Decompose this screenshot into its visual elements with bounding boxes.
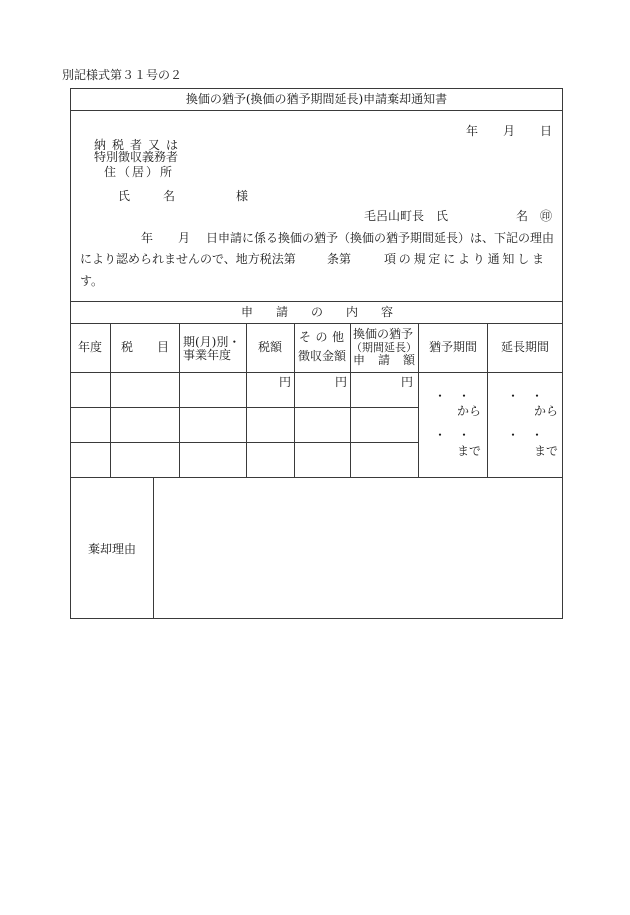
table-header-requested-line3: 申請額: [353, 353, 429, 367]
rule-table-bottom: [70, 477, 563, 478]
issuer-name-char: 名: [516, 209, 529, 223]
rule-section-heading-bottom: [70, 323, 563, 324]
rule-col-7: [487, 323, 488, 477]
recipient-address-label: 住（居）所: [104, 165, 175, 179]
rule-reason-divider: [153, 477, 154, 619]
recipient-category-line2: 特別徴収義務者: [94, 150, 179, 164]
table-header-other-line2: 徴収金額: [298, 349, 347, 363]
unit-requested-amount: 円: [401, 375, 414, 389]
notice-year-label: 年: [141, 231, 154, 245]
table-header-tax-amount: 税額: [258, 340, 283, 354]
table-header-extension-period: 延長期間: [501, 340, 550, 354]
recipient-honorific: 様: [236, 189, 249, 203]
issuer-title: 毛呂山町長 氏: [364, 209, 449, 223]
table-header-tax-item-2: 目: [157, 340, 170, 354]
table-header-tax-item-1: 税: [121, 340, 134, 354]
table-header-grace-period: 猶予期間: [429, 340, 478, 354]
rule-table-row-1-bottom: [70, 407, 418, 408]
rule-col-1: [110, 323, 111, 477]
rule-table-header-bottom: [70, 372, 563, 373]
grace-to-label: まで: [457, 444, 482, 458]
rule-col-3: [246, 323, 247, 477]
date-month-label: 月: [503, 124, 516, 138]
grace-to-date-dots: ・ ・: [434, 428, 471, 442]
unit-tax-amount: 円: [279, 375, 292, 389]
notice-month-label: 月: [178, 231, 191, 245]
extension-to-date-dots: ・ ・: [507, 428, 544, 442]
notice-line2-text-b: 条第: [327, 252, 352, 266]
notice-line2-text-c: 項の規定により通知しま: [384, 252, 547, 266]
form-title: 換価の猶予(換価の猶予期間延長)申請棄却通知書: [185, 92, 448, 106]
issuer-seal: ㊞: [540, 209, 553, 223]
rule-col-6: [418, 323, 419, 477]
rule-title-bottom: [70, 110, 563, 111]
table-header-period-line2: 事業年度: [183, 348, 232, 362]
recipient-name-label-1: 氏: [118, 189, 131, 203]
notice-line1-text: 日申請に係る換価の猶予（換価の猶予期間延長）は、下記の理由: [206, 231, 555, 245]
table-header-requested-line1: 換価の猶予: [353, 327, 414, 341]
extension-to-label: まで: [534, 444, 559, 458]
extension-from-label: から: [534, 404, 559, 418]
section-heading: 申請の内容: [241, 305, 417, 319]
extension-from-date-dots: ・ ・: [507, 389, 544, 403]
grace-from-date-dots: ・ ・: [434, 389, 471, 403]
date-year-label: 年: [466, 124, 479, 138]
grace-from-label: から: [457, 404, 482, 418]
rule-col-4: [294, 323, 295, 477]
notice-line2-text-a: により認められませんので、地方税法第: [80, 252, 296, 266]
unit-other-amount: 円: [335, 375, 348, 389]
notice-line3-text: す。: [80, 274, 104, 288]
rule-col-2: [179, 323, 180, 477]
recipient-name-label-2: 名: [163, 189, 176, 203]
rule-table-row-2-bottom: [70, 442, 418, 443]
table-header-period-line1: 期(月)別・: [183, 335, 241, 349]
form-number: 別記様式第３１号の２: [62, 68, 183, 82]
table-header-requested-line2: （期間延長）: [351, 341, 417, 354]
date-day-label: 日: [540, 124, 553, 138]
table-header-other-line1: その他: [299, 330, 349, 344]
rejection-reason-label: 棄却理由: [88, 542, 137, 556]
recipient-category-line1: 納税者又は: [94, 138, 185, 152]
rule-notice-bottom: [70, 301, 563, 302]
table-header-fiscal-year: 年度: [78, 340, 103, 354]
